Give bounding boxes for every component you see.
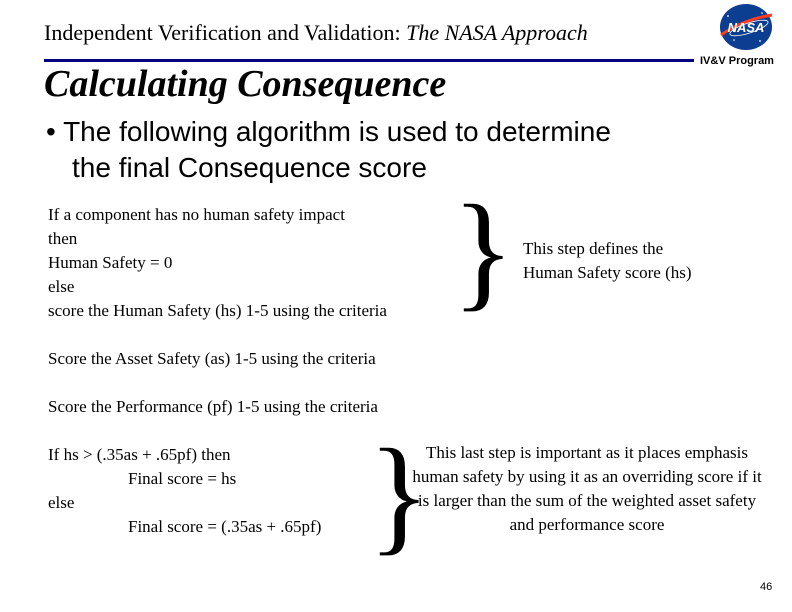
hs-line-1: If a component has no human safety impact xyxy=(48,205,345,224)
asset-safety-step: Score the Asset Safety (as) 1-5 using the criteria xyxy=(48,349,376,368)
final-score-step xyxy=(48,443,321,539)
header-title-prefix: Independent Verification and Validation: xyxy=(44,20,401,45)
final-line-4: Final score = (.35as + .65pf) xyxy=(128,517,322,536)
right-brace-icon: } xyxy=(452,179,515,323)
hs-line-4: else xyxy=(48,277,75,296)
performance-step: Score the Performance (pf) 1-5 using the criteria xyxy=(48,397,378,416)
right-brace-icon: } xyxy=(368,423,431,567)
hs-note-line-1: This step defines the xyxy=(523,239,664,258)
final-line-3: else xyxy=(48,493,75,512)
header-title-italic: The NASA Approach xyxy=(400,20,588,45)
hs-line-2: then xyxy=(48,229,78,248)
final-line-2: Final score = hs xyxy=(128,469,237,488)
nasa-logo-icon xyxy=(716,2,776,52)
human-safety-note xyxy=(523,237,692,285)
bullet-line-2: the final Consequence score xyxy=(72,152,427,183)
hs-line-3: Human Safety = 0 xyxy=(48,253,173,272)
hs-note-line-2: Human Safety score (hs) xyxy=(523,263,692,282)
final-line-1: If hs > (.35as + .65pf) then xyxy=(48,445,231,464)
nasa-logo-text: NASA xyxy=(727,20,765,35)
hs-line-5: score the Human Safety (hs) 1-5 using the criteria xyxy=(48,301,387,320)
slide-title: Calculating Consequence xyxy=(44,63,447,105)
page-number: 46 xyxy=(760,581,773,593)
human-safety-step xyxy=(48,203,387,323)
final-score-note: This last step is important as it places emphasis human safety by using it as an overriding score if it is larger than the sum of the weighted asset safety and performance score xyxy=(412,443,762,534)
header-title xyxy=(44,20,588,46)
program-label: IV&V Program xyxy=(700,55,774,67)
bullet-line-1: • The following algorithm is used to determine xyxy=(46,116,611,147)
